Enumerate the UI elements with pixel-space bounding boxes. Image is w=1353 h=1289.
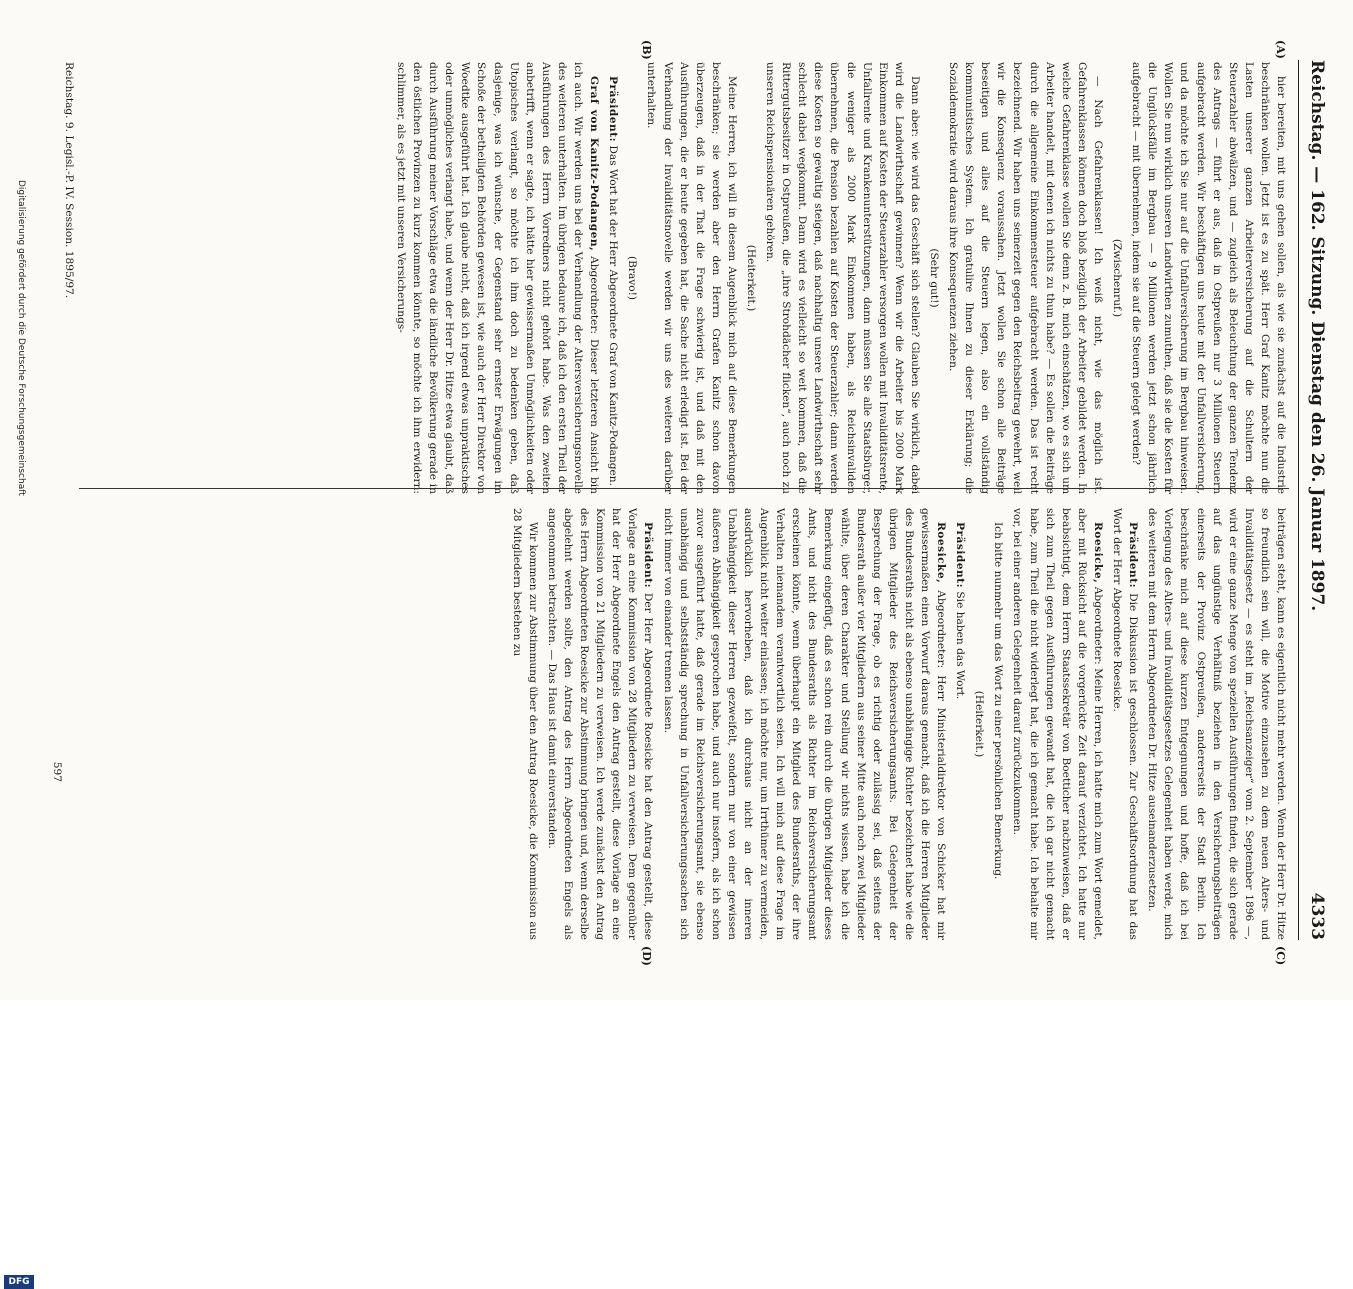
interjection: (Heiterkeit.)	[973, 690, 986, 758]
interjection: (Bravo!)	[626, 255, 639, 301]
sheet-number: 597	[51, 761, 63, 782]
speaker-name: Roesicke,	[935, 522, 948, 584]
paragraph: Wir kommen zur Abstimmung über den Antrag Roesicke, die Kommission aus 28 Mitgliedern bestehen zu	[510, 508, 539, 940]
speech-text: Die Diskussion ist geschlossen. Zur Geschäftsordnung hat das Wort der Herr Abgeordnete Roesicke.	[1111, 508, 1140, 940]
speech-text: Der Herr Abgeordnete Roesicke hat den Antrag gestellt, diese Vorlage an eine Kommission von 28 Mitgliedern zu verweisen. Dem gegenüber hat der Herr Abgeordnete Engels den Antrag gestellt, diese Vorlage an eine Kommission von 21 Mitgliedern zu verweisen. Ich werde zunächst den Antrag des Herrn Abgeordneten Roesicke zur Abstimmung bringen und, wenn derselbe abgelehnt werden sollte, den Antrag des Herrn Abgeordneten Engels als angenommen betrachten. — Das Haus ist damit einverstanden.	[545, 508, 655, 940]
paragraph: beiträgen steht, kann es eigentlich nicht mehr werden. Wenn der Herr Dr. Hitze so freundlich sein will, die Motive einzusehen zu dem neuen Alters- und Invaliditätsgesetz — es steht im „Reichsanzeiger“ vom 2. September 1896 —, wird er eine ganze Menge von speziellen Ausführungen finden, die sich gerade auf das ungünstige Verhältniß beziehen in den Versicherungsbeiträgen einerseits der Provinz Ostpreußen, andererseits der Stadt Berlin. Ich beschränke mich auf diese kurzen Entgegnungen und hoffe, daß ich bei Vorlegung des Alters- und Invaliditätsgesetzes Gelegenheit haben werde, mich des weiteren mit dem Herrn Abgeordneten Dr. Hitze auseinanderzusetzen.	[1146, 508, 1287, 940]
running-title: Reichstag. — 162. Sitzung. Dienstag den 26. Januar 1897.	[1307, 60, 1327, 612]
speaker-name: Präsident:	[607, 76, 620, 143]
margin-marker-b: (B)	[640, 40, 653, 60]
speech-paragraph	[605, 62, 621, 494]
margin-marker-c: (C)	[1274, 946, 1287, 966]
speech-text: Abgeordneter: Herr Ministerialdirektor von Schicker hat mir gewissermaßen einen Vorwurf daraus gemacht, daß ich die Herren Mitglieder des Bundesraths nicht als ebenso unabhängige Richter bezeichnet habe wie die übrigen Mitglieder des Reichsversicherungsamts. Bei Gelegenheit der Besprechung der Frage, ob es richtig oder zulässig sei, daß seitens der Bundesrath außer vier Mitgliedern aus seiner Mitte auch noch zwei Mitglieder wählte, über deren Charakter und Stellung wir nichts wissen, habe ich die Bemerkung eingefügt, daß es schon rein durch die übrigen Mitglieder dieses Amts, und nicht des Bundesraths als Richter im Reichsversicherungsamt erscheinen könnte, wenn überhaupt ein Mitglied des Bundesraths, der ihre Verhalten niemandem verantwortlich seien. Ich will mich auf diese Frage im Augenblick nicht weiter einlassen; ich möchte nur, um Irrthümer zu vermeiden, ausdrücklich hervorheben, daß ich durchaus nicht an der inneren Unabhängigkeit dieser Herren gezweifelt, sondern nur von einer gewissen äußeren Abhängigkeit gesprochen habe, und auch nur insofern, als ich schon zuvor ausgeführt hatte, daß gerade im Reichsversicherungsamt, sie ebenso unabhängig und selbstständig sprechung in Unfallversicherungssachen sich nicht immer von einander trennen lassen.	[661, 508, 948, 940]
speaker-name: Präsident:	[642, 522, 655, 589]
speech-text: Sie haben das Wort.	[954, 588, 967, 700]
speaker-name: Roesicke,	[1091, 522, 1104, 584]
page-footer	[51, 62, 75, 942]
speaker-name: Graf von Kanitz-Podangen,	[588, 76, 601, 252]
left-column	[79, 62, 1289, 494]
margin-marker-a: (A)	[1274, 40, 1287, 59]
paragraph: hier bereiten, mit uns gehen sollen, als wie sie zunächst auf die Industrie beschränken wollen. Jetzt ist es zu spät. Herr Graf Kanitz möchte nun die Lasten unserer ganzen Arbeiterversicherung auf die Schultern der Steuerzahler abwälzen, und — zugleich als Beleuchtung der ganzen Tendenz des Antrags — führt er aus, daß in Ostpreußen nur 3 Millionen Steuern aufgebracht werden. Wir beschäftigen uns heute mit der Unfallversicherung, und da möchte ich Sie nur auf die Unfallversicherung im Bergbau hinweisen. Wollen Sie nun wirklich unseren Landwirthen zumuthen, daß sie die Kosten für die Unglücksfälle im Bergbau — 9 Millionen werden jetzt schon jährlich aufgebracht — mit übernehmen, indem sie auf die Steuern gelegt werden?	[1130, 62, 1287, 494]
speaker-name: Präsident:	[1127, 522, 1140, 589]
paragraph: Ich bitte nunmehr um das Wort zu einer persönlichen Bemerkung.	[992, 522, 1005, 880]
margin-marker-d: (D)	[640, 946, 653, 966]
speech-paragraph	[544, 508, 657, 940]
dfg-logo: DFG	[4, 1275, 34, 1289]
speech-paragraph	[952, 508, 968, 940]
speech-paragraph	[393, 62, 602, 494]
page-header	[1298, 60, 1333, 940]
interjection: (Zwischenruf.)	[1111, 238, 1124, 318]
speech-text: Abgeordneter: Dieser letzteren Ansicht bin ich auch. Wir werden uns bei der Verhandlung der Altersversicherungsnovelle des weiteren unterhalten. Im übrigen bedaure ich, daß ich den ersten Theil der Ausführungen des Herrn Vorredners nicht gehört habe. Was den zweiten anbetrifft, wenn er sagte, ich hätte hier gewissermaßen Unmöglichkeiten oder Utopisches verlangt, so möchte ich ihm doch zu bedenken geben, daß dasjenige, was ich wünsche, der Gegenstand sehr ernster Erwägungen im Schoße der betheiligten Behörden gewesen ist, wie auch der Herr Direktor von Woedtke ausgeführt hat. Ich glaube nicht, daß ich irgend etwas unpraktisches oder unmögliches verlangt habe, und wenn der Herr Dr. Hitze etwa glaubt, daß durch Ausführung meiner Vorschläge etwa die ländliche Bevölkerung gerade in den östlichen Provinzen zu kurz kommen könnte, so möchte ich ihm erwidern: schlimmer, als es jetzt mit unseren Versicherungs-	[395, 62, 601, 494]
paragraph: Meine Herren, ich will in diesem Augenblick mich auf diese Bemerkungen beschränken; sie werden aber den Herrn Grafen Kanitz schon davon überzeugen, daß in der That die Frage schwierig ist, und daß mit den Ausführungen, die er heute gegeben hat, die Sache nicht erledigt ist. Bei der Verhandlung der Invaliditätsnovelle werden wir uns des weiteren darüber unterhalten.	[645, 62, 738, 494]
speech-text: Abgeordneter: Meine Herren, ich hatte mich zum Wort gemeldet, aber mit Rücksicht auf die vorgerückte Zeit darauf verzichtet. Ich hatte nur beabsichtigt, dem Herrn Staatssekretär von Boetticher nachzuweisen, daß er sich zum Theil gegen Ausführungen gewandt hat, die ich gar nicht gemacht habe, zum Theil die nicht widerlegt hat, die ich gemacht habe. Ich behalte mir vor, bei einer anderen Gelegenheit darauf zurückzukommen.	[1011, 508, 1104, 940]
digitization-credit	[8, 180, 26, 980]
digitization-credit-text: Digitalisierung gefördert durch die Deutsche Forschungsgemeinschaft	[16, 180, 26, 496]
paragraph: — Nach Gefahrenklassen! Ich weiß nicht, wie das möglich ist. Gefahrenklassen können doch bloß bezüglich der Arbeiter gebildet werden. In welche Gefahrenklasse wollen Sie denn z. B. mich einschätzen, wo es sich um Arbeiter handelt, mit denen ich nichts zu thun habe? — Es sollen die Beiträge durch die allgemeine Einkommensteuer aufgebracht werden. Das ist recht bezeichnend. Wir haben uns seinerzeit gegen den Reichsbeitrag gewehrt, weil wir die Konsequenz voraussahen. Jetzt wollen Sie schon alle Beiträge beseitigen und alles auf die Steuern legen, also ein vollständig kommunistisches System. Ich gratulire Ihnen zu dieser Erklärung; die Sozialdemokratie wird daraus ihre Konsequenzen ziehen.	[947, 62, 1104, 494]
speech-paragraph	[659, 508, 949, 940]
speech-paragraph	[1009, 508, 1106, 940]
paragraph: Dann aber: wie wird das Geschäft sich stellen? Glauben Sie wirklich, dabei wird die Landwirthschaft gewinnen? Wenn wir die Arbeiter bis 2000 Mark Einkommen auf Kosten der Steuerzahler versorgen wollen mit Invaliditätsrente, Unfallrente und Krankenunterstützungen, dann müssen Sie alle Staatsbürger, die weniger als 2000 Mark Einkommen haben, als Reichsinvaliden übernehmen, die Pension bezahlen auf Kosten der Steuerzahler; dann werden diese Kosten so gewaltig steigen, daß nachhaltig unsere Landwirthschaft sehr schlecht dabei wegkommt. Dann wird es vielleicht so weit kommen, daß die Rittergutsbesitzer in Ostpreußen, die „ihre Strohdächer flicken“, auch noch zu unseren Reichspensionären gehören.	[764, 62, 921, 494]
right-column	[79, 508, 1289, 940]
speaker-name: Präsident:	[954, 522, 967, 589]
speech-paragraph	[1109, 508, 1141, 940]
footer-session-note: Reichstag. 9. Legisl.-P. IV. Session. 1895/97.	[63, 62, 75, 299]
interjection: (Heiterkeit.)	[745, 244, 757, 312]
speech-text: Das Wort hat der Herr Abgeordnete Graf von Kanitz-Podangen.	[607, 142, 620, 487]
page-number: 4333	[1307, 892, 1327, 940]
interjection: (Sehr gut!)	[928, 248, 941, 308]
column-divider	[79, 488, 1289, 489]
